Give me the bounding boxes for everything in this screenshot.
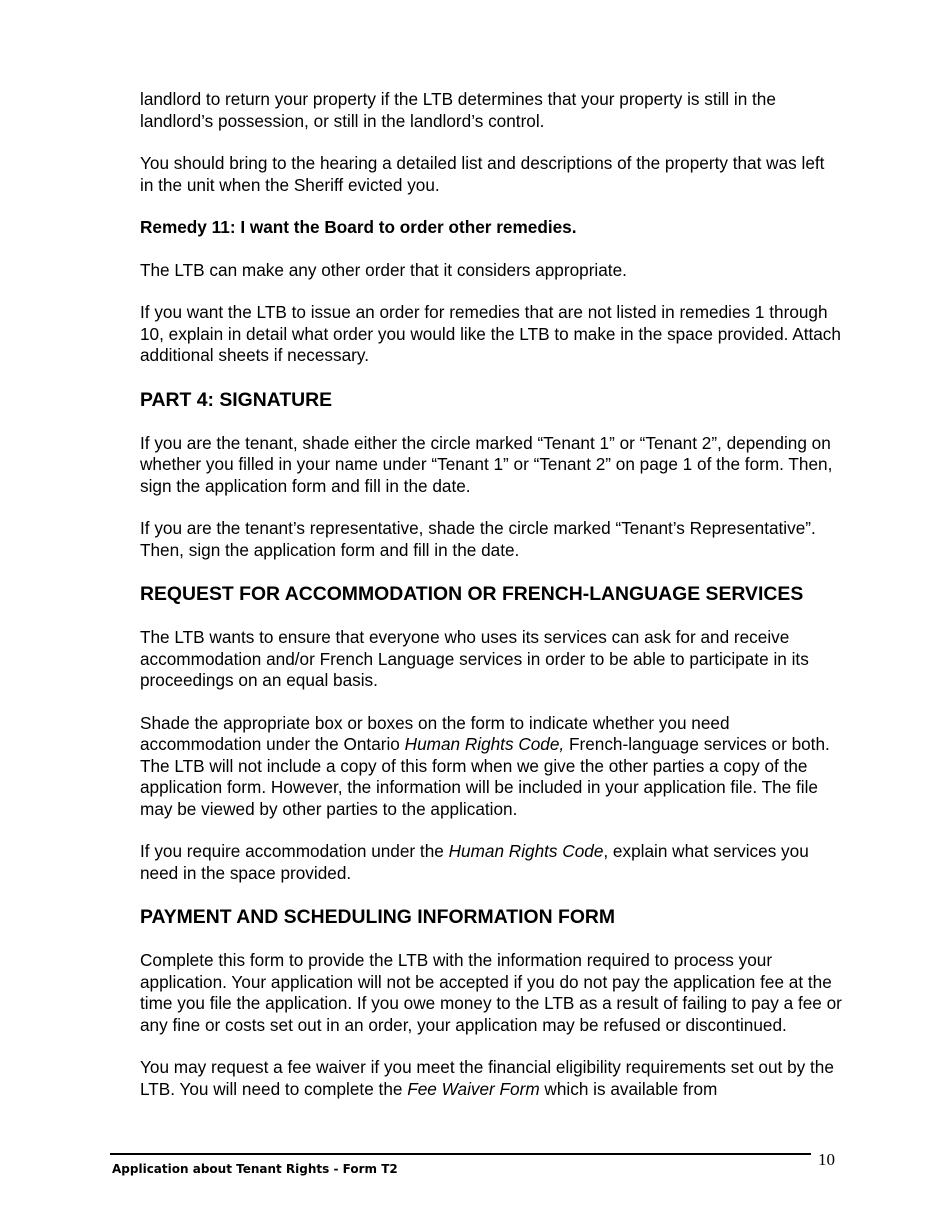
text-segment: If you require accommodation under the bbox=[140, 841, 449, 861]
remedy-11-heading: Remedy 11: I want the Board to order other remedies. bbox=[140, 217, 577, 237]
text-segment: French-language services or both. The LTB will not include a copy of this form when we give the other parties a copy of the application form. However, the information will be included in your application file. The file may be viewed by other parties to the application. bbox=[140, 734, 830, 819]
text-segment: , explain what services you need in the space provided. bbox=[140, 841, 809, 883]
paragraph-tenant-signature: If you are the tenant, shade either the circle marked “Tenant 1” or “Tenant 2”, depending on whether you filled in your name under “Tenant 1” or “Tenant 2” on page 1 of the form. Then, sign the application form and fill in the date. bbox=[140, 432, 833, 496]
text-segment: Shade the appropriate box or boxes on the form to indicate whether you need accommodation under the Ontario bbox=[140, 712, 730, 754]
page-number: 10 bbox=[818, 1150, 835, 1169]
footer-divider bbox=[110, 1153, 811, 1155]
emphasis-human-rights-code: Human Rights Code, bbox=[404, 734, 565, 754]
paragraph-shade-boxes bbox=[140, 713, 842, 821]
paragraph-bring-list: You should bring to the hearing a detailed list and descriptions of the property that was left in the unit when the Sheriff evicted you. bbox=[140, 153, 825, 195]
emphasis-fee-waiver-form: Fee Waiver Form bbox=[407, 1078, 540, 1099]
accommodation-heading: REQUEST FOR ACCOMMODATION OR FRENCH-LANGUAGE SERVICES bbox=[140, 583, 804, 605]
paragraph-other-remedies: If you want the LTB to issue an order for remedies that are not listed in remedies 1 through 10, explain in detail what order you would like the LTB to make in the space provided. Attach additional sheets if necessary. bbox=[140, 302, 841, 365]
text-segment: You may request a fee waiver if you meet the financial eligibility requirements set out by the LTB. You will need to complete the bbox=[140, 1057, 834, 1099]
paragraph-require-accommodation bbox=[140, 841, 842, 884]
paragraph-complete-form: Complete this form to provide the LTB with the information required to process your application. Your application will not be accepted if you do not pay the application fee at the time you file the application. If you owe money to the LTB as a result of failing to pay a fee or any fine or costs set out in an order, your application may be refused or discontinued. bbox=[140, 950, 842, 1035]
paragraph-other-order: The LTB can make any other order that it considers appropriate. bbox=[140, 259, 627, 280]
payment-heading: PAYMENT AND SCHEDULING INFORMATION FORM bbox=[140, 906, 616, 928]
footer-form-title: Application about Tenant Rights - Form T2 bbox=[112, 1162, 398, 1176]
paragraph-representative-signature: If you are the tenant’s representative, shade the circle marked “Tenant’s Representative”. Then, sign the application form and fill in the date. bbox=[140, 518, 816, 560]
part-4-heading: PART 4: SIGNATURE bbox=[140, 388, 333, 411]
paragraph-fee-waiver bbox=[140, 1057, 842, 1100]
emphasis-human-rights-code: Human Rights Code bbox=[448, 841, 604, 861]
paragraph-return-property: landlord to return your property if the LTB determines that your property is still in the landlord’s possession, or still in the landlord’s control. bbox=[140, 89, 776, 131]
document-body bbox=[140, 89, 842, 1100]
text-segment: which is available from bbox=[539, 1078, 718, 1099]
paragraph-accommodation-intro: The LTB wants to ensure that everyone who uses its services can ask for and receive accommodation and/or French Language services in order to be able to participate in its proceedings on an equal basis. bbox=[140, 627, 809, 690]
